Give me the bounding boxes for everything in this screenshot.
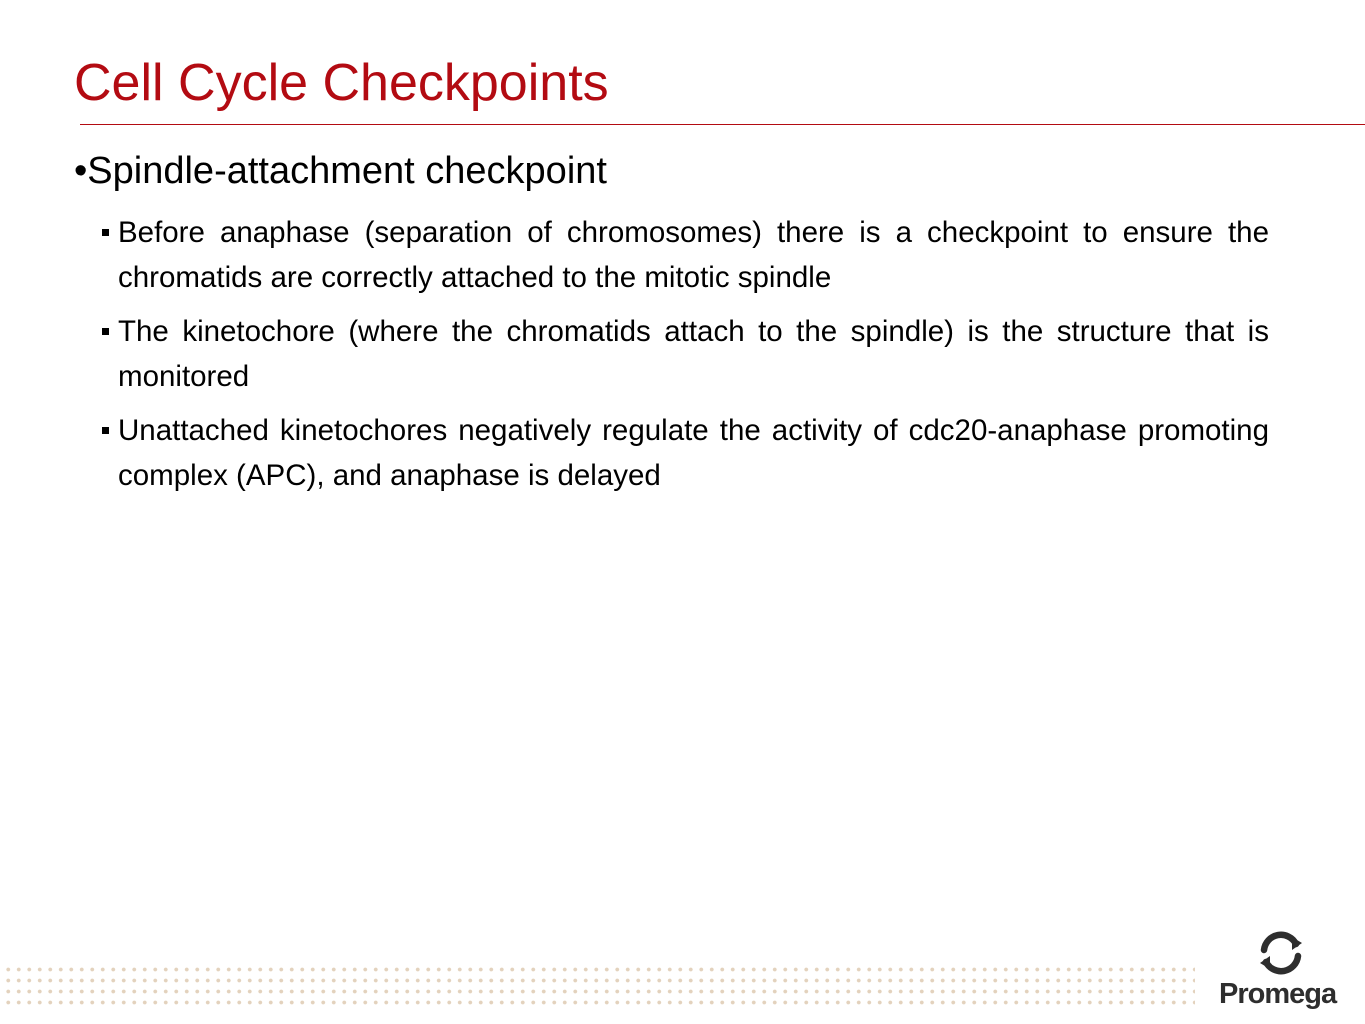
sub-bullet-item bbox=[99, 210, 1269, 300]
square-bullet-icon bbox=[102, 328, 109, 335]
sub-bullet-item bbox=[99, 309, 1269, 399]
square-bullet-icon bbox=[102, 229, 109, 236]
sub-bullet-text: The kinetochore (where the chromatids attach to the spindle) is the structure that is monitored bbox=[118, 315, 1269, 393]
square-bullet-icon bbox=[102, 427, 109, 434]
main-bullet: •Spindle-attachment checkpoint bbox=[74, 150, 607, 192]
sub-bullet-item bbox=[99, 408, 1269, 498]
sub-bullet-text: Unattached kinetochores negatively regulate the activity of cdc20-anaphase promoting complex (APC), and anaphase is delayed bbox=[118, 414, 1269, 492]
promega-logo bbox=[1215, 928, 1355, 1010]
logo-wordmark: Promega bbox=[1219, 978, 1337, 1010]
promega-swirl-icon bbox=[1256, 928, 1306, 978]
sub-bullet-text: Before anaphase (separation of chromosomes) there is a checkpoint to ensure the chromatids are correctly attached to the mitotic spindle bbox=[118, 216, 1269, 294]
slide-title: Cell Cycle Checkpoints bbox=[74, 54, 609, 112]
sub-bullet-list bbox=[99, 210, 1269, 507]
title-divider bbox=[80, 124, 1365, 125]
dotted-footer-band bbox=[0, 962, 1195, 1010]
